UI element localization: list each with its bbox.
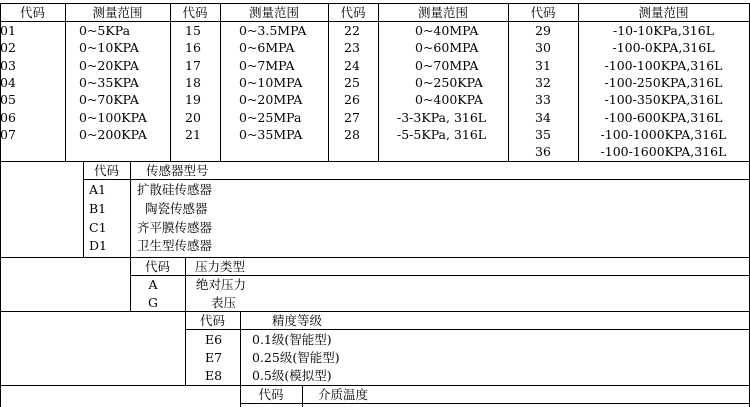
range-value: 0~200KPA bbox=[79, 126, 147, 142]
range-code: 03 bbox=[0, 57, 16, 73]
range-header-range-4: 测量范围 bbox=[638, 5, 689, 20]
accuracy-header-name: 精度等级 bbox=[272, 313, 323, 328]
range-code: 19 bbox=[185, 92, 201, 108]
medium-header-code: 代码 bbox=[258, 387, 284, 402]
range-code: 20 bbox=[185, 109, 201, 125]
range-value: 0~3.5MPA bbox=[239, 23, 307, 38]
range-code: 36 bbox=[535, 144, 551, 160]
accuracy-code: E8 bbox=[205, 368, 223, 383]
range-code: 05 bbox=[0, 92, 16, 108]
range-value: -10-10KPa,316L bbox=[612, 23, 715, 38]
range-value: 0~20KPA bbox=[79, 57, 139, 73]
range-value: 0~40MPA bbox=[415, 23, 479, 38]
range-value: -100-350KPA,316L bbox=[604, 92, 723, 108]
pressure-code: G bbox=[148, 295, 158, 310]
range-code: 04 bbox=[0, 74, 16, 90]
range-value: 0~10MPA bbox=[239, 74, 303, 90]
range-code: 02 bbox=[0, 40, 16, 56]
range-code: 34 bbox=[535, 109, 551, 125]
range-value: 0~7MPA bbox=[239, 57, 295, 73]
sensor-name: 卫生型传感器 bbox=[137, 238, 213, 253]
range-code: 18 bbox=[185, 74, 201, 90]
sensor-code: A1 bbox=[89, 182, 106, 197]
sensor-name: 齐平膜传感器 bbox=[137, 220, 213, 235]
range-value: 0~400KPA bbox=[415, 92, 483, 108]
sensor-name: 陶瓷传感器 bbox=[145, 201, 208, 216]
range-code: 24 bbox=[344, 57, 360, 73]
range-value: 0~100KPA bbox=[79, 109, 147, 125]
range-code: 17 bbox=[185, 57, 201, 73]
range-code: 25 bbox=[344, 74, 360, 90]
range-header-range-1: 测量范围 bbox=[92, 5, 143, 20]
range-code: 32 bbox=[535, 74, 551, 90]
range-header-range-3: 测量范围 bbox=[417, 5, 468, 20]
range-code: 22 bbox=[344, 23, 360, 38]
accuracy-code: E6 bbox=[205, 332, 223, 347]
range-code: 30 bbox=[535, 40, 551, 56]
range-value: 0~70KPA bbox=[79, 92, 139, 108]
range-value: 0~35KPA bbox=[79, 74, 139, 90]
range-value: -100-1000KPA,316L bbox=[600, 126, 727, 142]
range-value: -5-5KPa, 316L bbox=[397, 126, 487, 142]
range-code: 16 bbox=[185, 40, 201, 56]
range-value: -100-0KPA,316L bbox=[612, 40, 715, 56]
range-value: -100-600KPA,316L bbox=[604, 109, 723, 125]
range-value: 0~70MPA bbox=[415, 57, 479, 73]
range-header-range-2: 测量范围 bbox=[248, 5, 299, 20]
pressure-header-code: 代码 bbox=[144, 259, 170, 274]
range-value: 0~10KPA bbox=[79, 40, 139, 56]
range-code: 29 bbox=[535, 23, 551, 38]
range-code: 07 bbox=[0, 126, 16, 142]
range-code: 28 bbox=[344, 126, 360, 142]
accuracy-name: 0.1级(智能型) bbox=[252, 332, 332, 347]
medium-header-name: 介质温度 bbox=[318, 387, 369, 402]
range-value: 0~35MPA bbox=[239, 126, 303, 142]
accuracy-code: E7 bbox=[205, 350, 223, 365]
range-code: 27 bbox=[344, 109, 360, 125]
accuracy-name: 0.5级(模拟型) bbox=[252, 368, 332, 383]
range-header-code-4: 代码 bbox=[530, 5, 556, 20]
pressure-name: 绝对压力 bbox=[196, 277, 247, 292]
range-code: 01 bbox=[0, 23, 16, 38]
accuracy-header-code: 代码 bbox=[199, 313, 225, 328]
range-header-code-2: 代码 bbox=[182, 5, 208, 20]
sensor-code: B1 bbox=[89, 201, 107, 216]
range-value: 0~25MPa bbox=[239, 109, 302, 125]
range-code: 33 bbox=[535, 92, 551, 108]
range-value: -100-1600KPA,316L bbox=[600, 144, 727, 160]
range-code: 23 bbox=[344, 40, 360, 56]
range-code: 35 bbox=[535, 126, 551, 142]
range-code: 21 bbox=[185, 126, 201, 142]
range-value: -100-250KPA,316L bbox=[604, 74, 723, 90]
range-code: 26 bbox=[344, 92, 360, 108]
range-value: 0~5KPa bbox=[79, 23, 131, 38]
range-header-code-3: 代码 bbox=[340, 5, 366, 20]
range-value: 0~6MPA bbox=[239, 40, 295, 56]
range-header-code-1: 代码 bbox=[19, 5, 45, 20]
range-code: 15 bbox=[185, 23, 201, 38]
sensor-code: D1 bbox=[89, 238, 107, 253]
range-value: 0~20MPA bbox=[239, 92, 303, 108]
pressure-code: A bbox=[148, 277, 158, 292]
sensor-header-code: 代码 bbox=[93, 163, 119, 178]
sensor-header-name: 传感器型号 bbox=[146, 163, 209, 178]
range-code: 31 bbox=[535, 57, 551, 73]
accuracy-name: 0.25级(智能型) bbox=[252, 350, 340, 365]
sensor-code: C1 bbox=[89, 220, 107, 235]
pressure-header-name: 压力类型 bbox=[195, 259, 246, 274]
pressure-name: 表压 bbox=[211, 295, 237, 310]
range-value: -3-3KPa, 316L bbox=[397, 109, 487, 125]
range-code: 06 bbox=[0, 109, 16, 125]
range-value: 0~60MPA bbox=[415, 40, 479, 56]
range-value: -100-100KPA,316L bbox=[604, 57, 723, 73]
range-value: 0~250KPA bbox=[415, 74, 483, 90]
sensor-name: 扩散硅传感器 bbox=[137, 182, 213, 197]
